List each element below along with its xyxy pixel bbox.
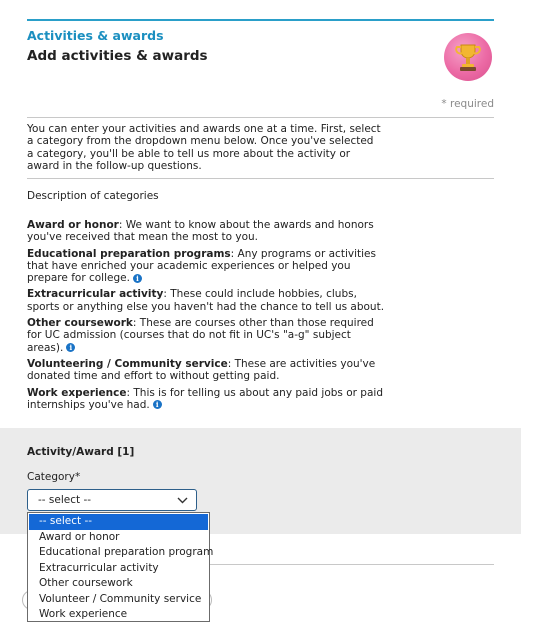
category-name: Educational preparation programs <box>27 247 231 260</box>
required-note: * required <box>441 98 494 110</box>
category-description <box>27 358 387 383</box>
category-descriptions <box>27 219 387 415</box>
category-name: Award or honor <box>27 219 119 231</box>
chevron-down-icon <box>177 497 188 504</box>
section-subtitle: Add activities & awards <box>27 48 208 64</box>
category-text: : These are activities you've donated time and effort to without getting paid. <box>27 357 376 383</box>
divider <box>27 178 494 179</box>
dropdown-option-coursework[interactable]: Other coursework <box>39 577 133 589</box>
dropdown-option-educational[interactable]: Educational preparation program <box>39 546 214 558</box>
category-text: : These could include hobbies, clubs, sports or anything else you haven't had the chance to tell us about. <box>27 288 385 313</box>
category-name: Volunteering / Community service <box>27 357 228 370</box>
dropdown-option-award[interactable]: Award or honor <box>39 530 120 543</box>
info-icon[interactable]: i <box>153 400 162 409</box>
category-select[interactable] <box>27 489 197 511</box>
category-name: Work experience <box>27 386 127 399</box>
category-text: : We want to know about the awards and honors you've received that mean the most to you. <box>27 219 374 244</box>
divider <box>27 117 494 118</box>
dropdown-option-volunteer[interactable]: Volunteer / Community service <box>39 592 202 605</box>
dropdown-option-work[interactable]: Work experience <box>39 608 128 620</box>
activity-title: Activity/Award [1] <box>27 446 135 458</box>
category-select-value: -- select -- <box>38 494 92 506</box>
intro-text: You can enter your activities and awards one at a time. First, select a category from the dropdown menu below. Once you've selected a category, you'll be able to tell us more about the activity or award in the follow-up questions. <box>27 123 381 172</box>
category-dropdown-list[interactable] <box>27 512 214 622</box>
info-icon[interactable]: i <box>66 343 75 352</box>
category-text: : This is for telling us about any paid jobs or paid internships you've had. <box>27 386 383 411</box>
category-label: Category* <box>27 471 81 483</box>
category-description <box>27 317 387 354</box>
categories-heading: Description of categories <box>27 190 159 202</box>
category-description <box>27 288 387 313</box>
trophy-icon <box>444 33 492 81</box>
section-title: Activities & awards <box>27 28 164 43</box>
dropdown-option-extracurricular[interactable]: Extracurricular activity <box>39 561 159 574</box>
category-text: : These are courses other than those required for UC admission (courses that do not fit in UC's "a-g" subject areas). <box>27 317 374 354</box>
category-description <box>27 387 387 412</box>
category-name: Other coursework <box>27 317 133 330</box>
category-description <box>27 248 387 285</box>
section-top-rule <box>27 19 494 21</box>
category-description <box>27 219 387 244</box>
dropdown-option-select[interactable]: -- select -- <box>29 514 208 530</box>
info-icon[interactable]: i <box>133 274 142 283</box>
category-name: Extracurricular activity <box>27 288 164 301</box>
category-text: : Any programs or activities that have enriched your academic experiences or helped you prepare for college. <box>27 247 376 285</box>
